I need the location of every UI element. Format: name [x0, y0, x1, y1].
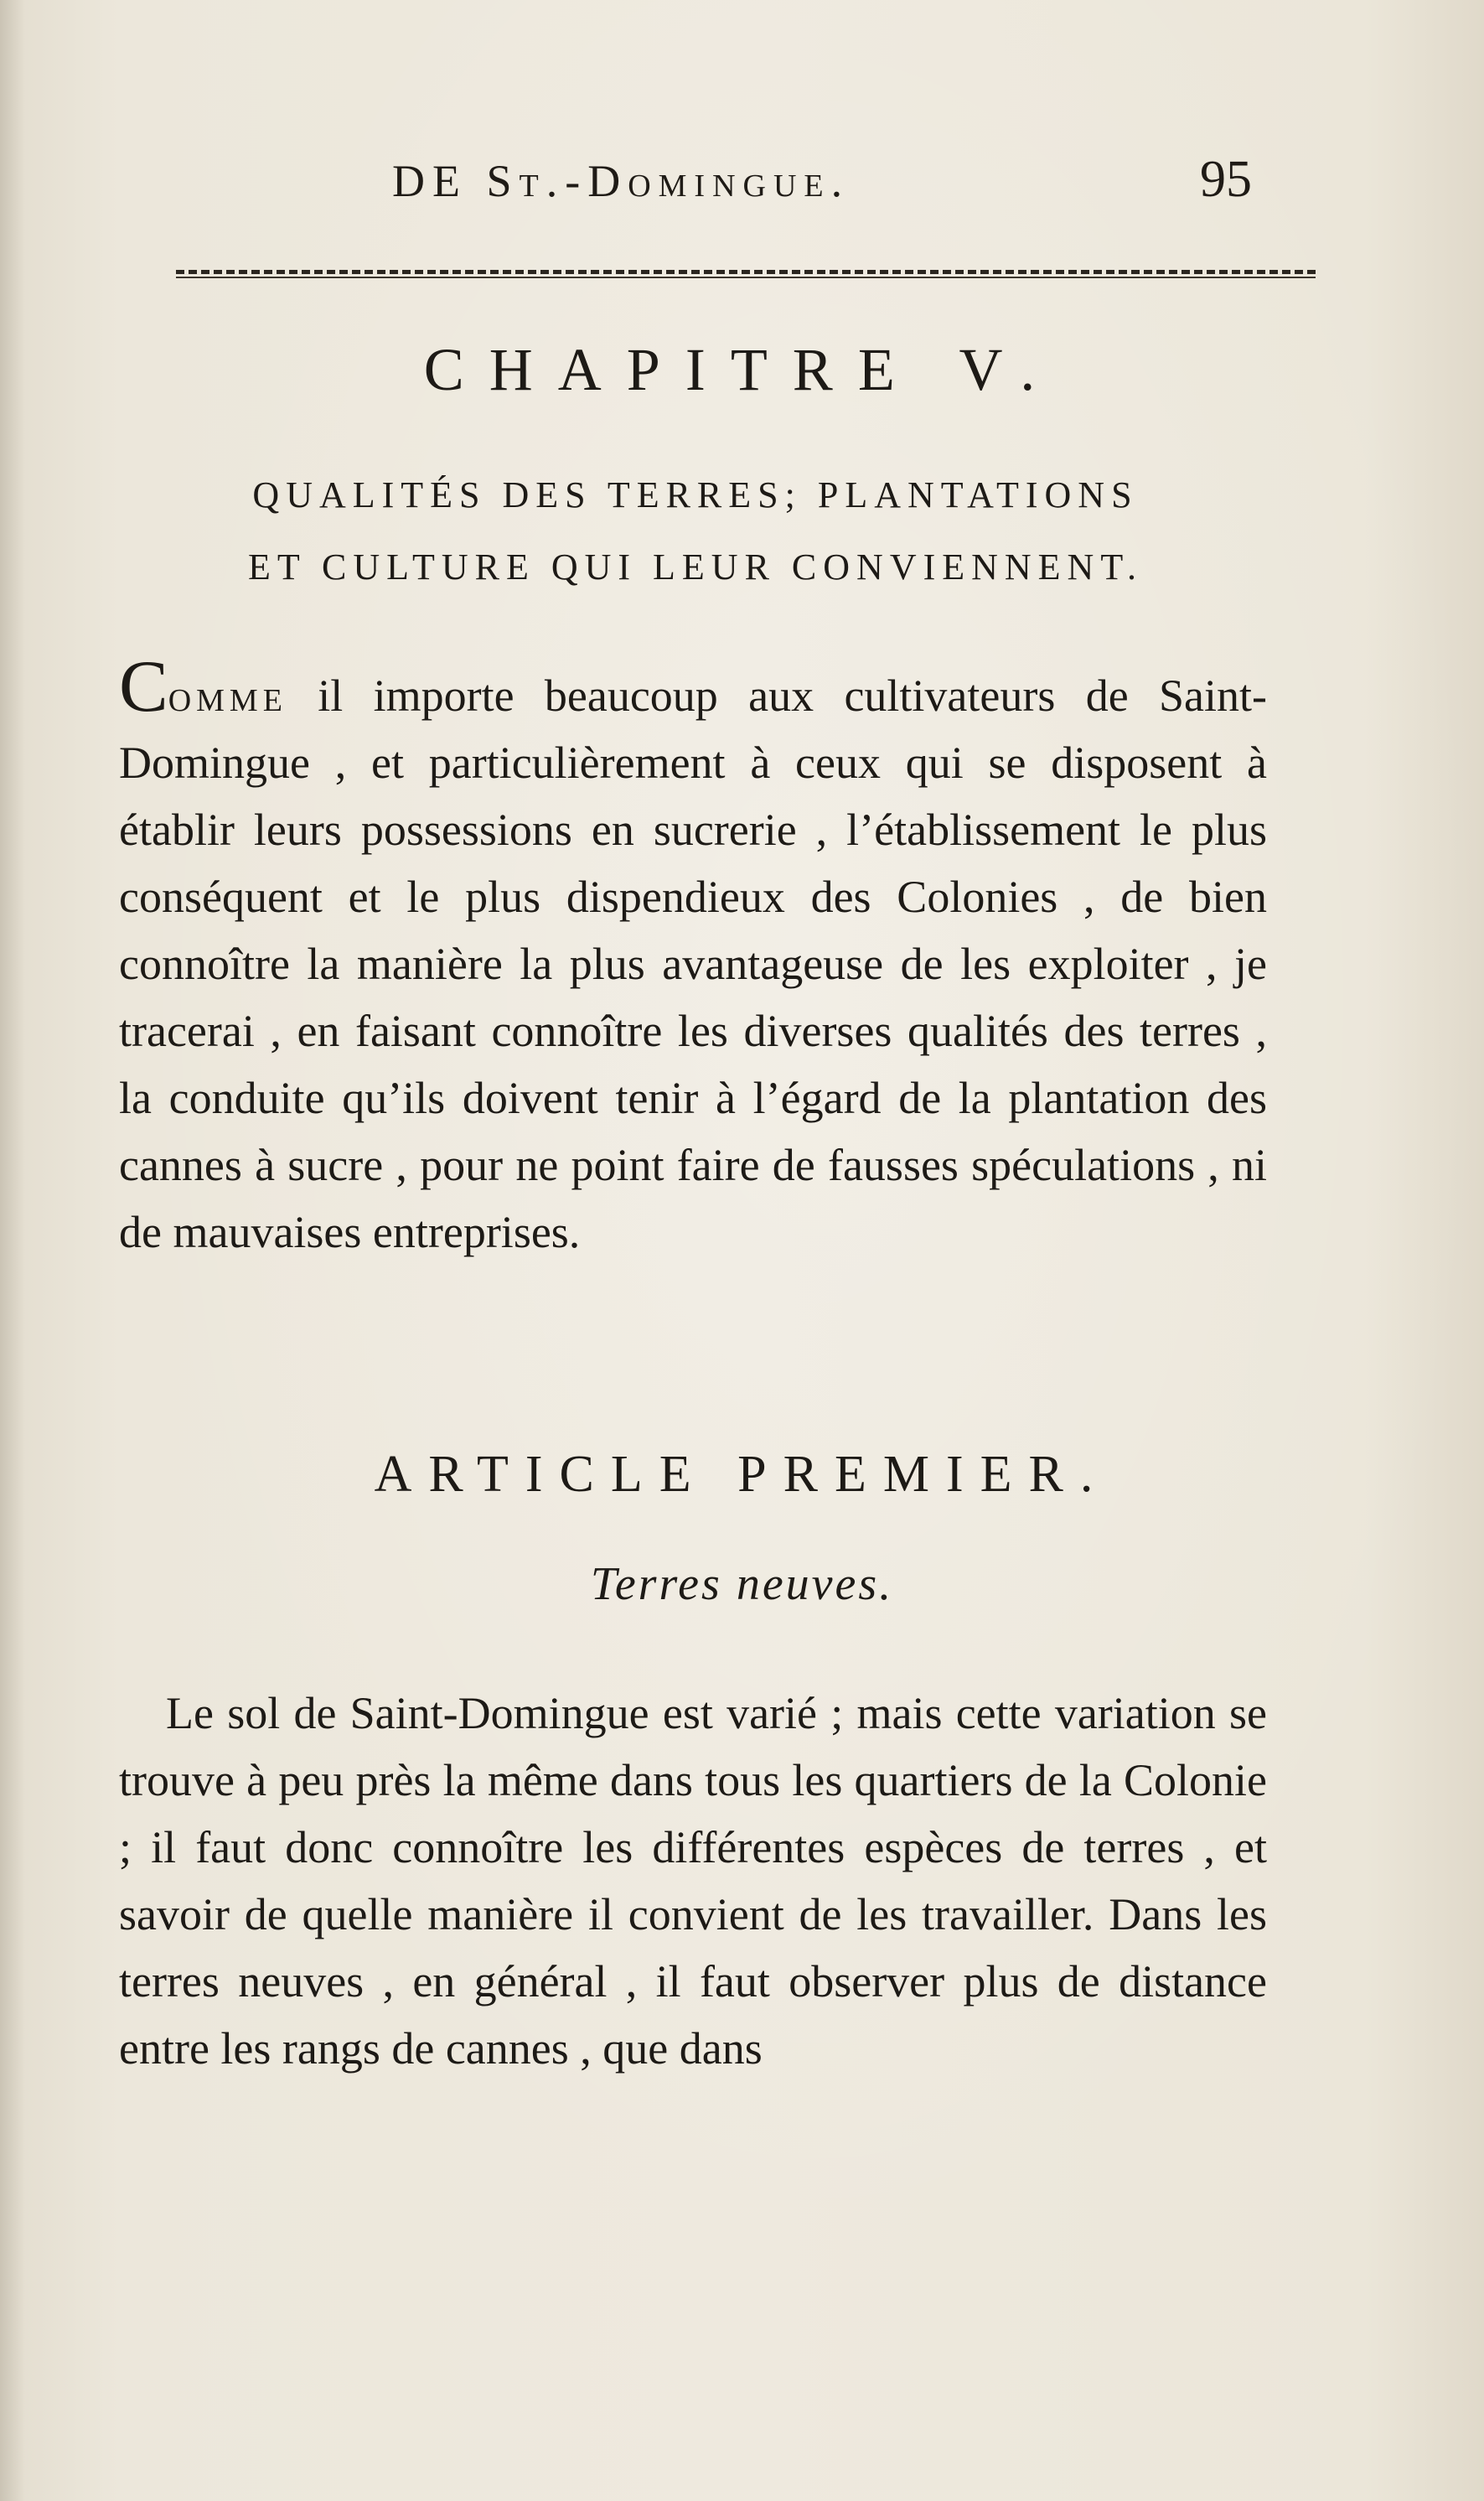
paragraph-terres-neuves-text: Le sol de Saint-Domingue est varié ; mais cette variation se trouve à peu près la même dans tous les quartiers de la Colonie ; il faut donc connoître les différentes espèces de terres , et savoir de quelle manière il convient de les travailler. Dans les terres neuves , en général , il faut observer plus de distance entre les rangs de cannes , que dans — [119, 1688, 1267, 2074]
header-rule-line — [176, 277, 1316, 278]
article-title: ARTICLE PREMIER. — [374, 1446, 1110, 1503]
paragraph-terres-neuves — [119, 1680, 1267, 2082]
page-header — [0, 147, 1484, 214]
chapter-subtitle — [117, 459, 1274, 603]
paragraph-opening-text: il importe beaucoup aux cultivateurs de Saint-Domingue , et particulièrement à ceux qui se disposent à établir leurs possessions en sucrerie , l’établissement le plus conséquent et le plus dispendieux des Colonies , de bien connoître la manière la plus avantageuse de les exploiter , je tracerai , en faisant connoître les diverses qualités des terres , la conduite qu’ils doivent tenir à l’égard de la plantation des cannes à sucre , pour ne point faire de fausses spéculations , ni de mauvaises entreprises. — [119, 671, 1267, 1257]
page-number: 95 — [1200, 151, 1252, 208]
chapter-subtitle-line-2: ET CULTURE QUI LEUR CONVIENNENT. — [248, 546, 1143, 588]
chapter-title: CHAPITRE V. — [423, 336, 1061, 403]
running-head: DE St.-Domingue. — [392, 156, 851, 206]
chapter-subtitle-line-1: QUALITÉS DES TERRES; PLANTATIONS — [252, 474, 1139, 515]
paragraph-opening — [119, 646, 1267, 1266]
section-title: Terres neuves. — [590, 1558, 894, 1610]
lead-smallcaps: omme — [168, 671, 287, 721]
drop-cap: C — [119, 646, 168, 728]
header-rule-dashed — [176, 270, 1316, 274]
